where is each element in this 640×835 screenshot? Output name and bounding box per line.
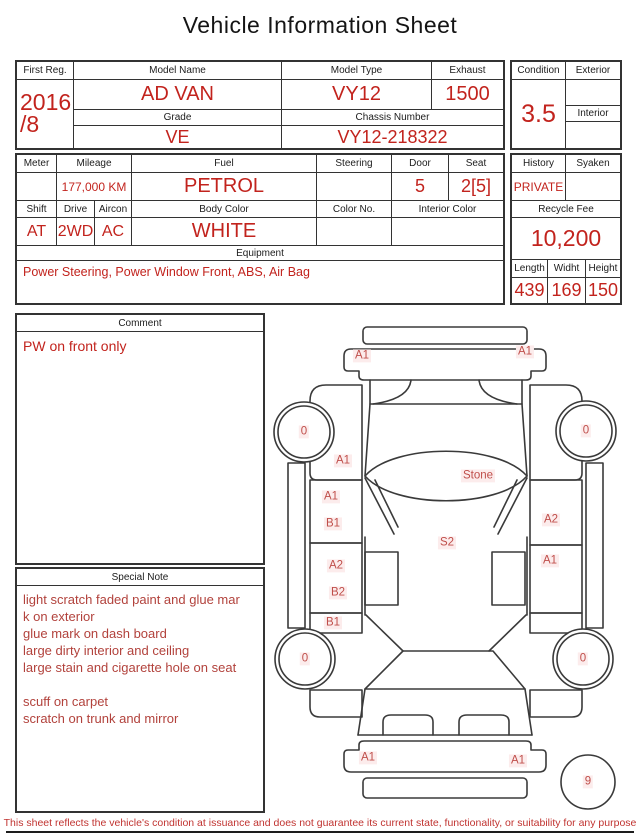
condition-table: [510, 60, 622, 150]
damage-label-windshield: Stone: [462, 469, 494, 482]
equipment-value: Power Steering, Power Window Front, ABS, Air Bag: [23, 265, 310, 279]
damage-label-left-rear-door-a: A2: [328, 559, 344, 572]
body-color-value: WHITE: [132, 218, 317, 246]
syaken-label: Syaken: [566, 155, 620, 173]
exhaust-label: Exhaust: [432, 62, 503, 80]
car-damage-diagram: [270, 315, 640, 825]
car-diagram-svg: [270, 315, 640, 825]
damage-label-right-front-door: A2: [543, 513, 559, 526]
steering-label: Steering: [317, 155, 392, 173]
interior-label: Interior: [566, 106, 620, 122]
drive-label: Drive: [57, 201, 95, 218]
color-no-label: Color No.: [317, 201, 392, 218]
shift-value: AT: [17, 218, 57, 246]
equipment-label: Equipment: [17, 246, 503, 261]
drive-value: 2WD: [57, 218, 95, 246]
model-type-label: Model Type: [282, 62, 432, 80]
damage-label-left-fender: A1: [335, 454, 351, 467]
damage-label-left-front-door-a: A1: [323, 490, 339, 503]
special-note-label: Special Note: [17, 569, 263, 586]
damage-label-right-rear-door: A1: [542, 554, 558, 567]
special-note-box: [15, 567, 265, 813]
condition-value: 3.5: [512, 80, 566, 148]
damage-label-rear-right-wheel: 0: [579, 652, 587, 665]
seat-value: 2[5]: [449, 173, 503, 201]
windshield-shape: [365, 451, 527, 501]
interior-color-label: Interior Color: [392, 201, 503, 218]
model-name-value: AD VAN: [74, 80, 282, 110]
special-note-line: large dirty interior and ceiling: [23, 643, 190, 658]
history-label: History: [512, 155, 566, 173]
history-table: [510, 153, 622, 305]
mileage-label: Mileage: [57, 155, 132, 173]
grade-value: VE: [74, 126, 282, 148]
right-sill: [586, 463, 603, 628]
damage-label-rear-left-wheel: 0: [301, 652, 309, 665]
fuel-label: Fuel: [132, 155, 317, 173]
damage-label-left-front-door-b: B1: [325, 517, 341, 530]
front-top-strip: [363, 327, 527, 344]
damage-label-front-left-wheel: 0: [300, 425, 308, 438]
wheels: [274, 401, 616, 809]
left-sill: [288, 463, 305, 628]
first-reg-value: 2016 /8: [17, 80, 74, 148]
grade-label: Grade: [74, 110, 282, 126]
height-value: 150: [587, 280, 619, 300]
comment-text: PW on front only: [23, 338, 127, 354]
first-reg-label: First Reg.: [17, 62, 74, 80]
meter-label: Meter: [17, 155, 57, 173]
shift-label: Shift: [17, 201, 57, 218]
exterior-value: [566, 80, 620, 106]
vehicle-id-table: [15, 60, 505, 150]
history-value: PRIVATE: [512, 173, 566, 201]
damage-label-front-bumper-left: A1: [354, 349, 370, 362]
chassis-number-label: Chassis Number: [282, 110, 503, 126]
page-title: Vehicle Information Sheet: [182, 12, 458, 38]
interior-value: [566, 122, 620, 148]
recycle-fee-value: 10,200: [512, 218, 620, 260]
chassis-number-value: VY12-218322: [337, 126, 448, 147]
damage-label-front-right-wheel: 0: [582, 424, 590, 437]
seat-label: Seat: [449, 155, 503, 173]
color-no-value: [317, 218, 392, 246]
meter-value: [17, 173, 57, 201]
left-rear-door-shape: [310, 543, 362, 613]
model-type-value: VY12: [282, 80, 432, 110]
mileage-value: 177,000 KM: [57, 173, 132, 201]
length-label: Length: [512, 260, 548, 278]
length-value: 439: [512, 278, 548, 303]
special-note-line: scratch on trunk and mirror: [23, 711, 179, 726]
right-rear-corner-shape: [530, 690, 582, 717]
fuel-value: PETROL: [132, 173, 317, 201]
left-rear-corner-shape: [310, 690, 362, 717]
door-value: 5: [392, 173, 449, 201]
special-note-line: [23, 677, 258, 694]
damage-label-front-bumper-right: A1: [517, 345, 533, 358]
special-note-line: k on exterior: [23, 609, 95, 624]
damage-label-spare: 9: [584, 775, 592, 788]
special-note-line: scuff on carpet: [23, 694, 109, 709]
aircon-value: AC: [95, 218, 132, 246]
rear-window-shape: [365, 651, 525, 689]
damage-label-left-quarter: B1: [325, 616, 341, 629]
comment-label: Comment: [17, 315, 263, 332]
height-label: Height: [586, 260, 620, 278]
body-color-label: Body Color: [132, 201, 317, 218]
syaken-value: [566, 173, 620, 201]
bottom-rule: [6, 831, 634, 833]
damage-label-left-rear-door-b: B2: [330, 586, 346, 599]
model-name-label: Model Name: [74, 62, 282, 80]
special-note-line: glue mark on dash board: [23, 626, 167, 641]
interior-color-value: [392, 218, 503, 246]
width-value: 169: [548, 278, 586, 303]
exhaust-value: 1500: [432, 80, 503, 110]
disclaimer-text: This sheet reflects the vehicle's condition at issuance and does not guarantee its current state, functionality, or suitability for any purpose: [3, 817, 637, 829]
aircon-label: Aircon: [95, 201, 132, 218]
spec-table: [15, 153, 505, 305]
special-note-line: light scratch faded paint and glue mar: [23, 592, 240, 607]
condition-label: Condition: [512, 62, 566, 80]
width-label: Widht: [548, 260, 586, 278]
exterior-label: Exterior: [566, 62, 620, 80]
comment-box: [15, 313, 265, 565]
recycle-fee-label: Recycle Fee: [512, 201, 620, 218]
special-note-line: large stain and cigarette hole on seat: [23, 660, 237, 675]
door-label: Door: [392, 155, 449, 173]
steering-value: [317, 173, 392, 201]
rear-bottom-strip: [363, 778, 527, 798]
damage-label-rear-bumper-right: A1: [510, 754, 526, 767]
damage-label-roof: S2: [439, 536, 455, 549]
damage-label-rear-bumper-left: A1: [360, 751, 376, 764]
